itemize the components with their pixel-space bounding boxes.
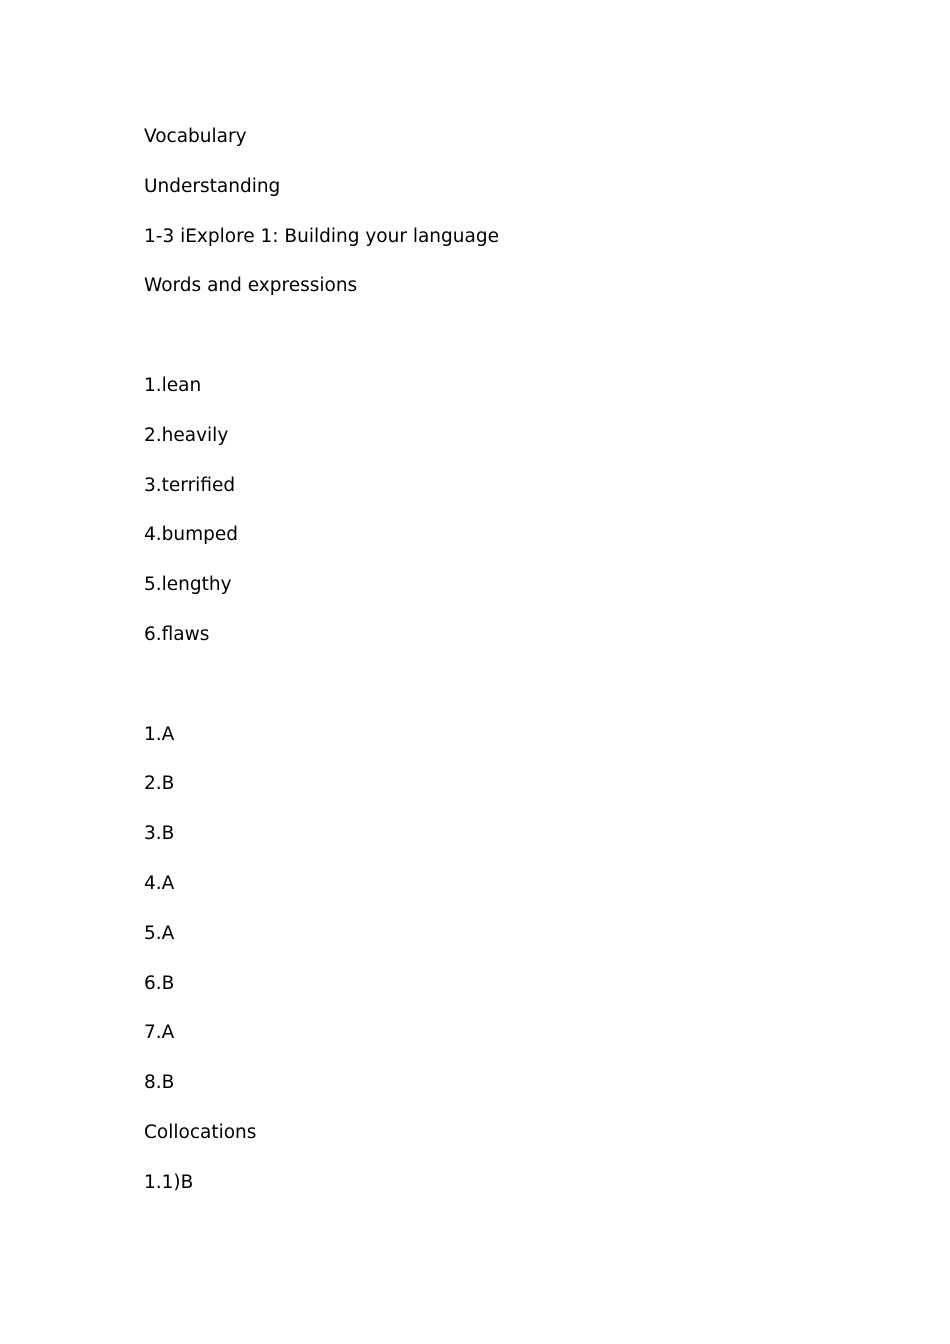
answer-choice-3: 3.B [144, 823, 175, 845]
subheading-words-and-expressions: Words and expressions [144, 275, 358, 297]
heading-vocabulary: Vocabulary [144, 126, 247, 147]
answer-choice-2: 2.B [144, 773, 175, 795]
answer-word-3: 3.terrified [144, 474, 236, 496]
answer-choice-1: 1.A [144, 723, 175, 745]
answer-choice-4: 4.A [144, 872, 175, 894]
document-body [144, 123, 844, 1219]
answer-word-2: 2.heavily [144, 424, 229, 446]
heading-understanding: Understanding [144, 175, 281, 197]
section-title: 1-3 iExplore 1: Building your language [144, 225, 499, 247]
answer-choice-5: 5.A [144, 922, 175, 944]
answer-choice-6: 6.B [144, 972, 175, 994]
blank-line [144, 671, 844, 721]
answer-word-1: 1.lean [144, 374, 202, 396]
blank-line [144, 322, 844, 372]
answer-choice-7: 7.A [144, 1022, 175, 1044]
answer-word-4: 4.bumped [144, 524, 239, 546]
answer-word-6: 6.flaws [144, 623, 210, 645]
collocation-answer-1: 1.1)B [144, 1171, 194, 1193]
answer-choice-8: 8.B [144, 1072, 175, 1094]
answer-word-5: 5.lengthy [144, 574, 232, 596]
subheading-collocations: Collocations [144, 1121, 257, 1143]
